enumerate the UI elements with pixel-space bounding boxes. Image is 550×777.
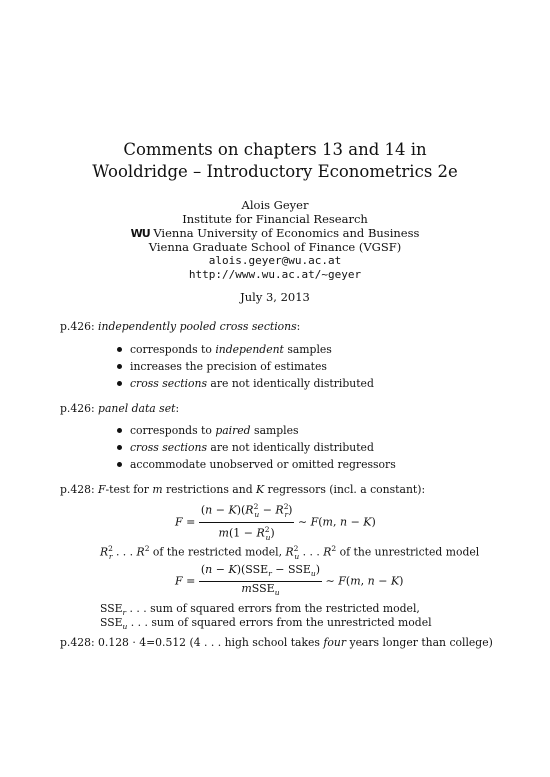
- bullet-icon: [117, 428, 122, 433]
- section-pooled-heading: p.426: independently pooled cross sections:: [60, 320, 301, 333]
- section-panel-heading: p.426: panel data set:: [60, 402, 180, 415]
- list-item: accommodate unobserved or omitted regressors: [117, 458, 396, 472]
- bullet-icon: [117, 347, 122, 352]
- list-item: cross sections are not identically distributed: [117, 441, 374, 455]
- equation-f-r2: F = $\frac{(n - K)(R^2_u - R^2_r)}{m(1 - R^2_u)}$ ∼ F(m, n − K): [175, 502, 376, 542]
- sse-u-definition: $SSE_u$ . . . sum of squared errors from the unrestricted model: [100, 616, 432, 632]
- list-item: increases the precision of estimates: [117, 360, 327, 374]
- r2-definition: $R^2_r$ . . . $R^2$ of the restricted model, $R^2_u$ . . . $R^2$ of the unrestricted model: [100, 544, 480, 561]
- sse-r-definition: $SSE_r$ . . . sum of squared errors from the restricted model,: [100, 602, 420, 618]
- equation-f-sse: F = $\frac{(n - K)(SSE_r - SSE_u)}{mSSE_u}$ ∼ F(m, n − K): [175, 563, 404, 598]
- list-item: corresponds to paired samples: [117, 424, 299, 438]
- wu-logo: WU: [130, 227, 150, 240]
- document-date: July 3, 2013: [240, 290, 310, 304]
- bullet-icon: [117, 364, 122, 369]
- section-last-note: p.428: 0.128 · 4=0.512 (4 . . . high school takes four years longer than college): [60, 636, 493, 649]
- author-university: Vienna University of Economics and Business: [153, 226, 420, 240]
- bullet-icon: [117, 462, 122, 467]
- bullet-icon: [117, 445, 122, 450]
- section-ftest-heading: p.428: F-test for m restrictions and K regressors (incl. a constant):: [60, 483, 426, 496]
- author-school: Vienna Graduate School of Finance (VGSF): [148, 240, 402, 254]
- author-url: http://www.wu.ac.at/~geyer: [188, 268, 362, 281]
- author-email: alois.geyer@wu.ac.at: [208, 254, 342, 267]
- list-item: cross sections are not identically distributed: [117, 377, 374, 391]
- author-name: Alois Geyer: [241, 198, 309, 212]
- title-line-2: Wooldridge – Introductory Econometrics 2e: [92, 162, 458, 181]
- list-item: corresponds to independent samples: [117, 343, 332, 357]
- bullet-icon: [117, 381, 122, 386]
- title-line-1: Comments on chapters 13 and 14 in: [123, 140, 427, 159]
- author-institute: Institute for Financial Research: [182, 212, 368, 226]
